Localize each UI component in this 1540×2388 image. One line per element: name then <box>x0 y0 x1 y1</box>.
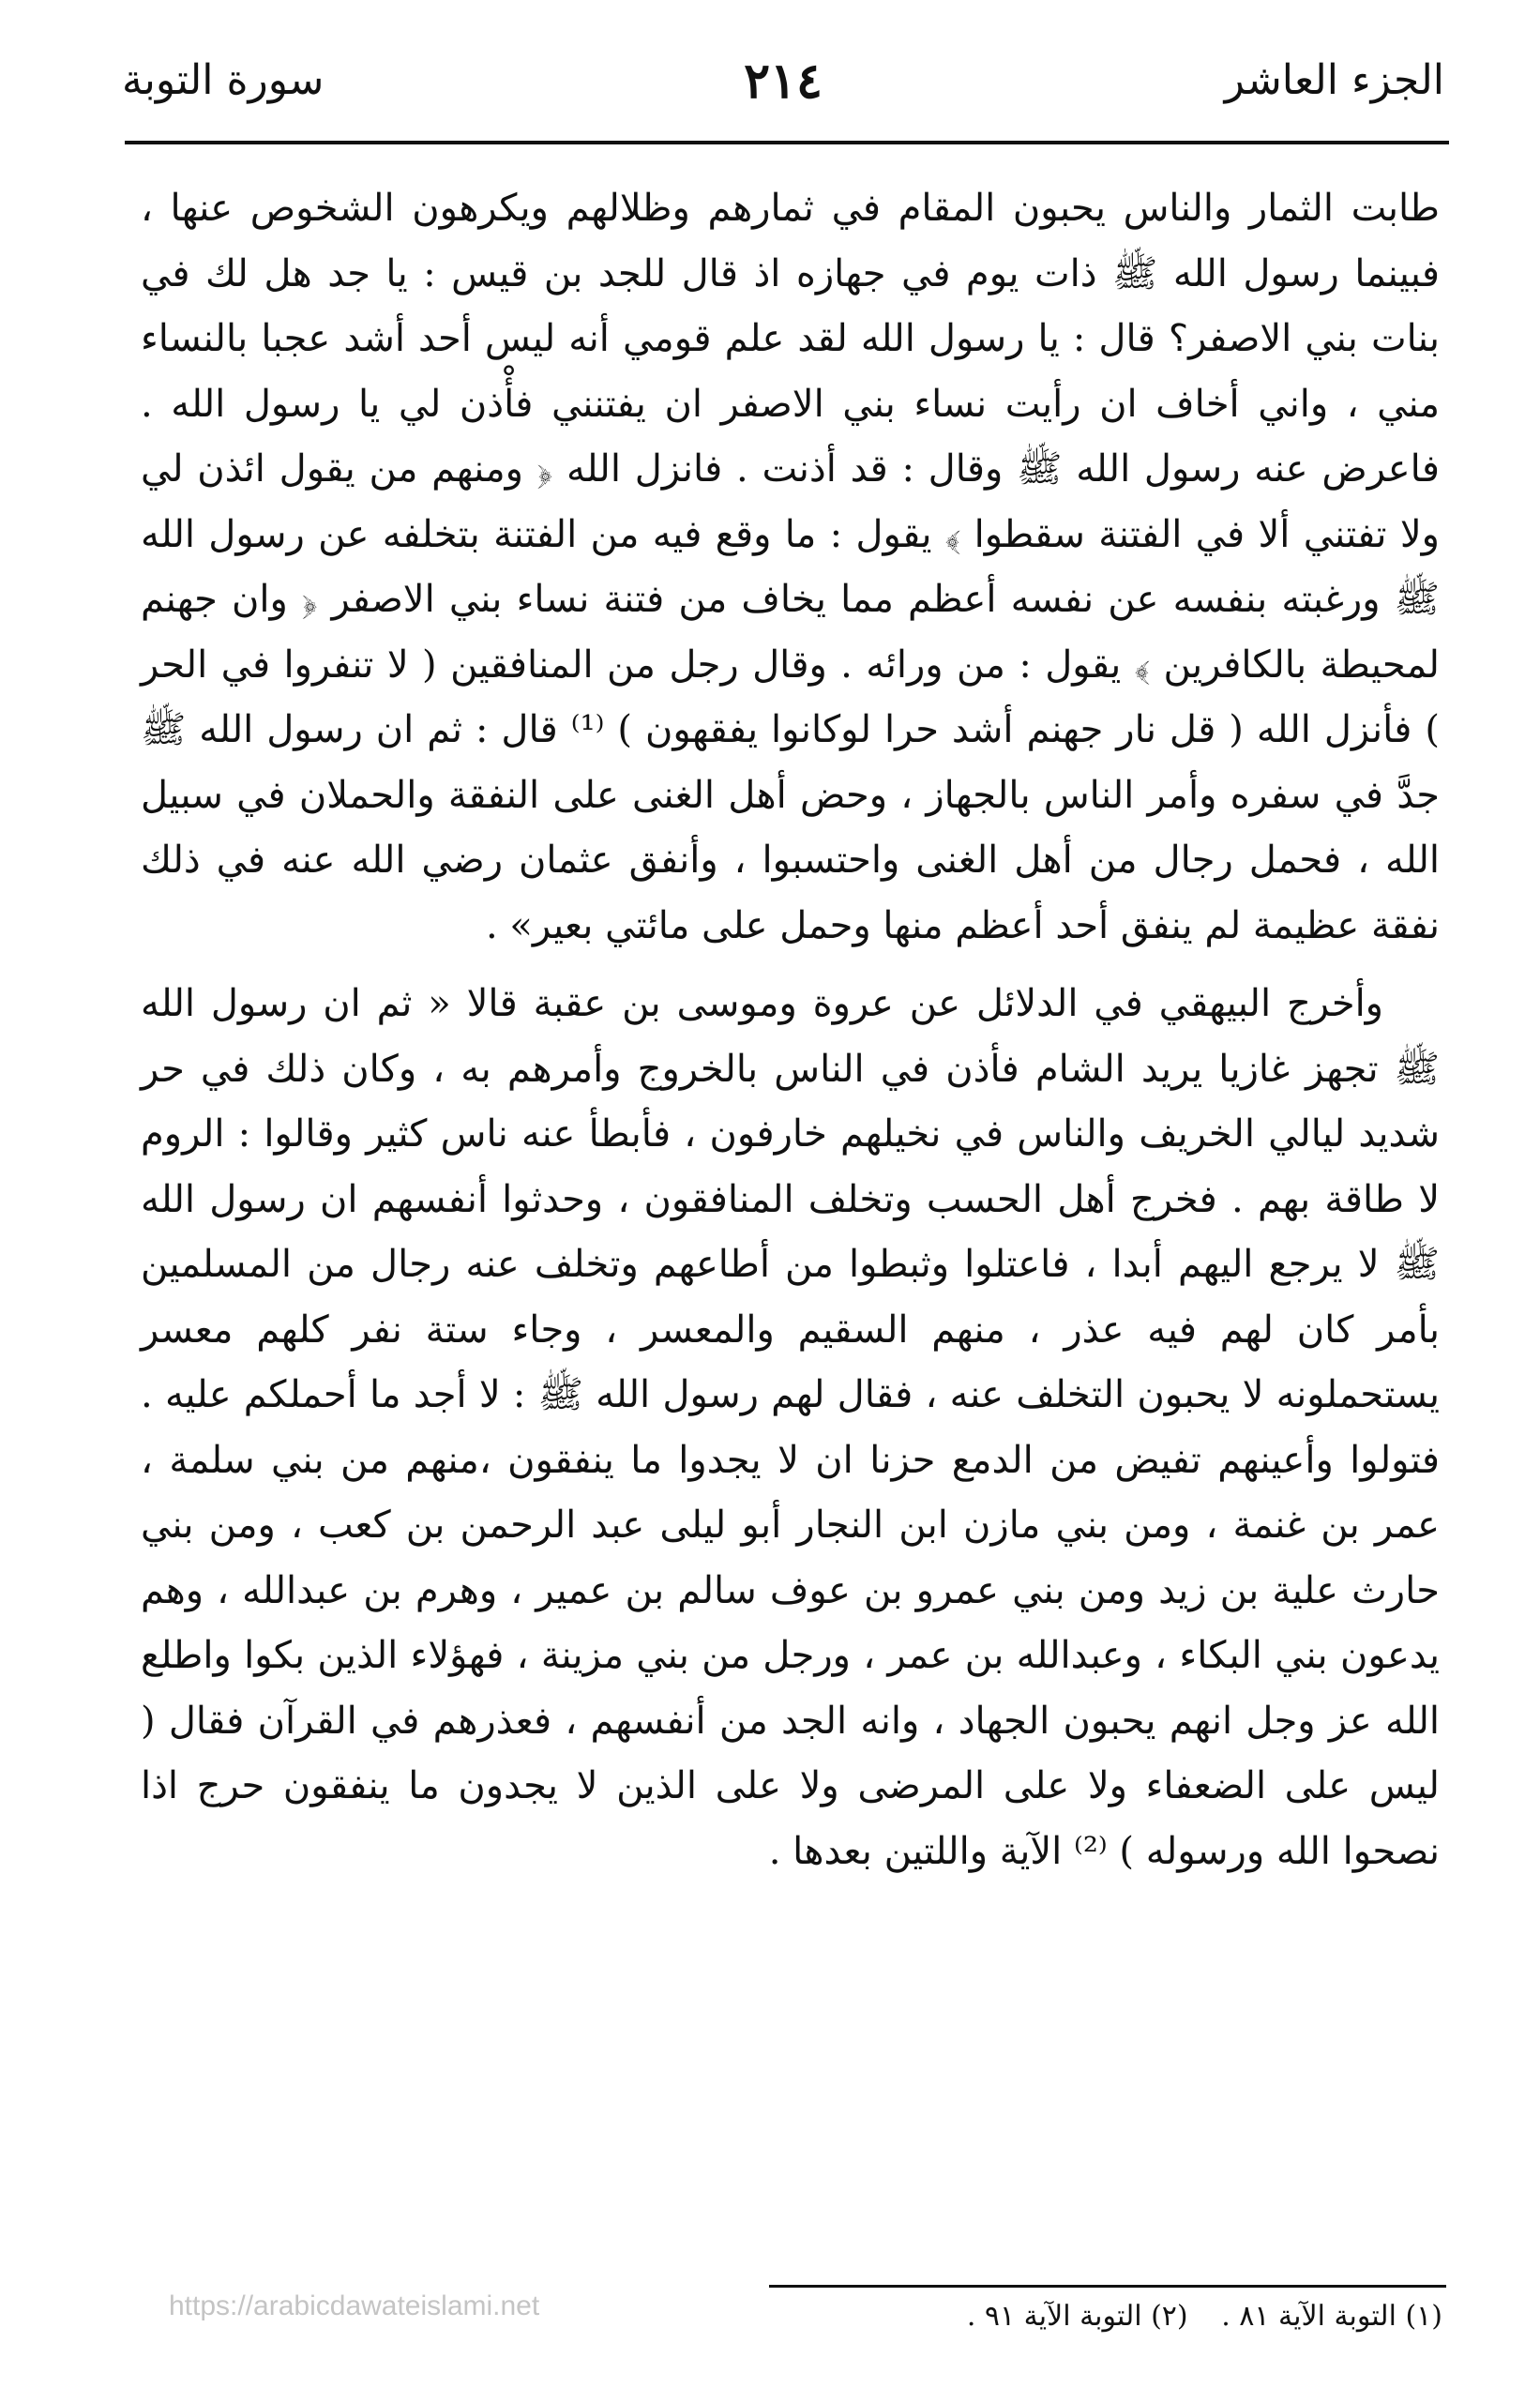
juz-label: الجزء العاشر <box>1224 56 1444 104</box>
surah-label: سورة التوبة <box>122 56 325 104</box>
main-text <box>141 176 1440 1897</box>
header-divider <box>125 141 1449 144</box>
watermark-url: https://arabicdawateislami.net <box>169 2290 540 2321</box>
running-header <box>122 53 1444 131</box>
footnote-divider <box>769 2285 1446 2288</box>
footnotes <box>769 2296 1442 2337</box>
paragraph-2: وأخرج البيهقي في الدلائل عن عروة وموسى بن عقبة قالا « ثم ان رسول الله ﷺ تجهز غازيا يريد الشام فأذن في الناس بالخروج وأمرهم به ، وكان ذلك في حر شديد ليالي الخريف والناس في نخيلهم خارفون ، فأبطأ عنه ناس كثير وقالوا : الروم لا طاقة بهم . فخرج أهل الحسب وتخلف المنافقون ، وحدثوا أنفسهم ان رسول الله ﷺ لا يرجع اليهم أبدا ، فاعتلوا وثبطوا من أطاعهم وتخلف عنه رجال من المسلمين بأمر كان لهم فيه عذر ، منهم السقيم والمعسر ، وجاء ستة نفر كلهم معسر يستحملونه لا يحبون التخلف عنه ، فقال لهم رسول الله ﷺ : لا أجد ما أحملكم عليه . فتولوا وأعينهم تفيض من الدمع حزنا ان لا يجدوا ما ينفقون ،منهم من بني سلمة ، عمر بن غنمة ، ومن بني مازن ابن النجار أبو ليلى عبد الرحمن بن كعب ، ومن بني حارث علية بن زيد ومن بني عمرو بن عوف سالم بن عمير ، وهرم بن عبدالله ، وهم يدعون بني البكاء ، وعبدالله بن عمر ، ورجل من بني مزينة ، فهؤلاء الذين بكوا واطلع الله عز وجل انهم يحبون الجهاد ، وانه الجد من أنفسهم ، فعذرهم في القرآن فقال ( ليس على الضعفاء ولا على المرضى ولا على الذين لا يجدون ما ينفقون حرج اذا نصحوا الله ورسوله ) ⁽²⁾ الآية واللتين بعدها . <box>141 982 1440 1873</box>
footnote-2: (٢) التوبة الآية ٩١ . <box>966 2300 1188 2333</box>
footnote-1: (١) التوبة الآية ٨١ . <box>1221 2300 1442 2333</box>
paragraph-1: طابت الثمار والناس يحبون المقام في ثمارهم وظلالهم ويكرهون الشخوص عنها ، فبينما رسول الله ﷺ ذات يوم في جهازه اذ قال للجد بن قيس : يا جد هل لك في بنات بني الاصفر؟ قال : يا رسول الله لقد علم قومي أنه ليس أحد أشد عجبا بالنساء مني ، واني أخاف ان رأيت نساء بني الاصفر ان يفتنني فأْذن لي يا رسول الله . فاعرض عنه رسول الله ﷺ وقال : قد أذنت . فانزل الله ﴿ ومنهم من يقول ائذن لي ولا تفتني ألا في الفتنة سقطوا ﴾ يقول : ما وقع فيه من الفتنة بتخلفه عن رسول الله ﷺ ورغبته بنفسه عن نفسه أعظم مما يخاف من فتنة نساء بني الاصفر ﴿ وان جهنم لمحيطة بالكافرين ﴾ يقول : من ورائه . وقال رجل من المنافقين ( لا تنفروا في الحر ) فأنزل الله ( قل نار جهنم أشد حرا لوكانوا يفقهون ) ⁽¹⁾ قال : ثم ان رسول الله ﷺ جدَّ في سفره وأمر الناس بالجهاز ، وحض أهل الغنى على النفقة والحملان في سبيل الله ، فحمل رجال من أهل الغنى واحتسبوا ، وأنفق عثمان رضي الله عنه في ذلك نفقة عظيمة لم ينفق أحد أعظم منها وحمل على مائتي بعير» . <box>141 187 1440 947</box>
page-number: ٢١٤ <box>744 53 823 110</box>
